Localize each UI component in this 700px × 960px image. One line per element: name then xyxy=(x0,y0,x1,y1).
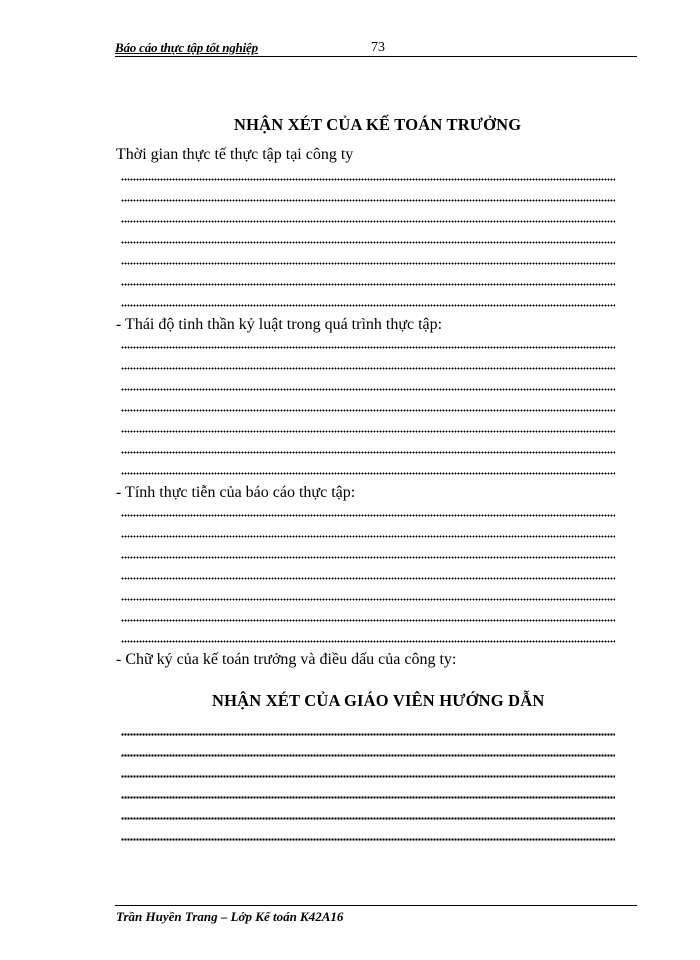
dotted-line xyxy=(121,577,615,580)
dotted-line xyxy=(121,262,615,265)
label-report-practicality: - Tính thực tiễn của báo cáo thực tập: xyxy=(116,484,356,501)
dotted-line xyxy=(121,199,615,202)
dotted-line xyxy=(121,556,615,559)
dotted-line xyxy=(121,796,615,799)
page-header xyxy=(115,38,637,58)
dotted-line xyxy=(121,535,615,538)
footer-author: Trần Huyền Trang – Lớp Kế toán K42A16 xyxy=(116,909,344,924)
dotted-line xyxy=(121,409,615,412)
dotted-line xyxy=(121,367,615,370)
dotted-line xyxy=(121,304,615,307)
dotted-line xyxy=(121,598,615,601)
dotted-line xyxy=(121,346,615,349)
header-title: Báo cáo thực tập tốt nghiệp xyxy=(115,40,258,55)
dotted-line xyxy=(121,640,615,643)
dotted-line xyxy=(121,178,615,181)
dotted-line xyxy=(121,514,615,517)
dotted-line xyxy=(121,817,615,820)
dotted-line xyxy=(121,775,615,778)
page-number: 73 xyxy=(371,40,385,55)
dotted-line xyxy=(121,388,615,391)
dotted-line xyxy=(121,838,615,841)
header-rule xyxy=(115,56,637,57)
label-internship-time: Thời gian thực tế thực tập tại công ty xyxy=(116,146,354,163)
label-attitude-discipline: - Thái độ tinh thần kỷ luật trong quá trình thực tập: xyxy=(116,316,443,333)
accountant-heading: NHẬN XÉT CỦA KẾ TOÁN TRƯỞNG xyxy=(234,115,522,134)
dotted-line xyxy=(121,451,615,454)
dotted-line xyxy=(121,754,615,757)
footer-rule xyxy=(115,905,637,906)
dotted-line xyxy=(121,241,615,244)
dotted-line xyxy=(121,733,615,736)
label-signature-stamp: - Chữ ký của kế toán trưởng và điều dấu của công ty: xyxy=(116,651,457,668)
dotted-line xyxy=(121,220,615,223)
dotted-line xyxy=(121,430,615,433)
dotted-line xyxy=(121,283,615,286)
dotted-line xyxy=(121,619,615,622)
dotted-line xyxy=(121,472,615,475)
teacher-heading: NHẬN XÉT CỦA GIÁO VIÊN HƯỚNG DẪN xyxy=(212,691,545,710)
